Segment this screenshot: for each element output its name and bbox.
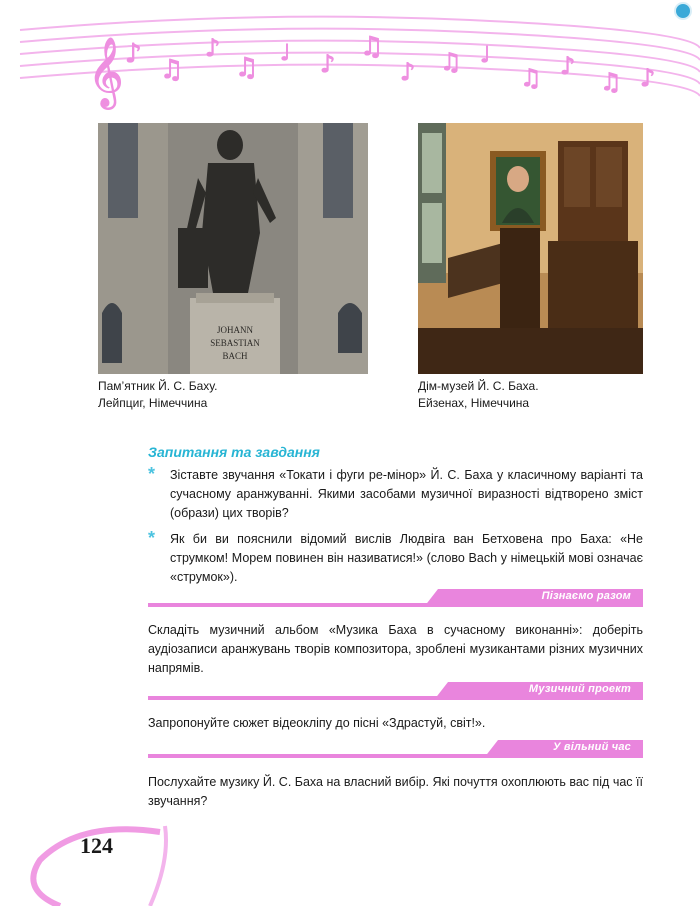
section-banner-music-project — [148, 682, 643, 700]
section-banner-free-time — [148, 740, 643, 758]
svg-text:♩: ♩ — [280, 41, 291, 66]
section-banner-learn-together — [148, 589, 643, 607]
svg-text:♫: ♫ — [600, 68, 622, 96]
monument-caption — [98, 378, 217, 412]
caption-line: Пам’ятник Й. С. Баху. — [98, 379, 218, 393]
list-item — [148, 530, 643, 587]
svg-text:♪: ♪ — [125, 39, 142, 69]
questions-title: Запитання та завдання — [148, 444, 320, 460]
caption-line: Ейзенах, Німеччина — [418, 396, 530, 410]
questions-list — [148, 466, 643, 594]
caption-line: Лейпциг, Німеччина — [98, 396, 208, 410]
section-text: Складіть музичний альбом «Музика Баха в сучасному виконанні»: доберіть аудіозаписи аранжувань творів композитора, зроблені музикантами різних музичних напрямів. — [148, 623, 643, 675]
svg-text:♫: ♫ — [520, 64, 542, 92]
museum-caption — [418, 378, 539, 412]
svg-text:♩: ♩ — [480, 43, 491, 68]
page-number: 124 — [80, 833, 113, 858]
music-staff-decoration — [0, 0, 700, 110]
star-icon: * — [148, 528, 156, 548]
svg-text:♫: ♫ — [360, 32, 384, 62]
question-text: Як би ви пояснили відомий вислів Людвіга ван Бетховена про Баха: «Не струмком! Морем повинен він називатися!» (слово Bach у німецькій мові означає «струмок»). — [170, 532, 643, 584]
caption-line: Дім-музей Й. С. Баха. — [418, 379, 539, 393]
section-label: Пізнаємо разом — [541, 590, 631, 602]
inscription-line-2: SEBASTIAN — [210, 338, 260, 348]
svg-text:♫: ♫ — [235, 53, 259, 83]
svg-text:♪: ♪ — [320, 50, 336, 78]
star-icon: * — [148, 464, 156, 484]
section-text: Запропонуйте сюжет відеокліпу до пісні «Здрастуй, світ!». — [148, 716, 486, 730]
svg-text:♫: ♫ — [440, 48, 462, 76]
svg-text:♪: ♪ — [640, 64, 656, 92]
svg-text:♪: ♪ — [400, 58, 416, 86]
svg-text:♪: ♪ — [205, 34, 221, 62]
svg-text:♪: ♪ — [560, 52, 576, 80]
publisher-badge-icon — [674, 2, 692, 20]
inscription-line-1: JOHANN — [217, 325, 253, 335]
section-label: У вільний час — [553, 741, 631, 753]
inscription-line-3: BACH — [222, 351, 248, 361]
bach-monument-photo — [98, 123, 368, 374]
question-text: Зіставте звучання «Токати і фуги ре-мінор» Й. С. Баха у класичному варіанті та сучасному аранжуванні. Якими засобами музичної виразності відтворено зміст (образи) цих творів? — [170, 468, 643, 520]
section-text: Послухайте музику Й. С. Баха на власний вибір. Які почуття охоплюють вас під час її звучання? — [148, 775, 643, 808]
bach-house-museum-photo — [418, 123, 643, 374]
svg-text:♫: ♫ — [160, 55, 184, 85]
svg-text:𝄞: 𝄞 — [88, 37, 124, 107]
list-item — [148, 466, 643, 523]
section-label: Музичний проект — [528, 683, 631, 695]
